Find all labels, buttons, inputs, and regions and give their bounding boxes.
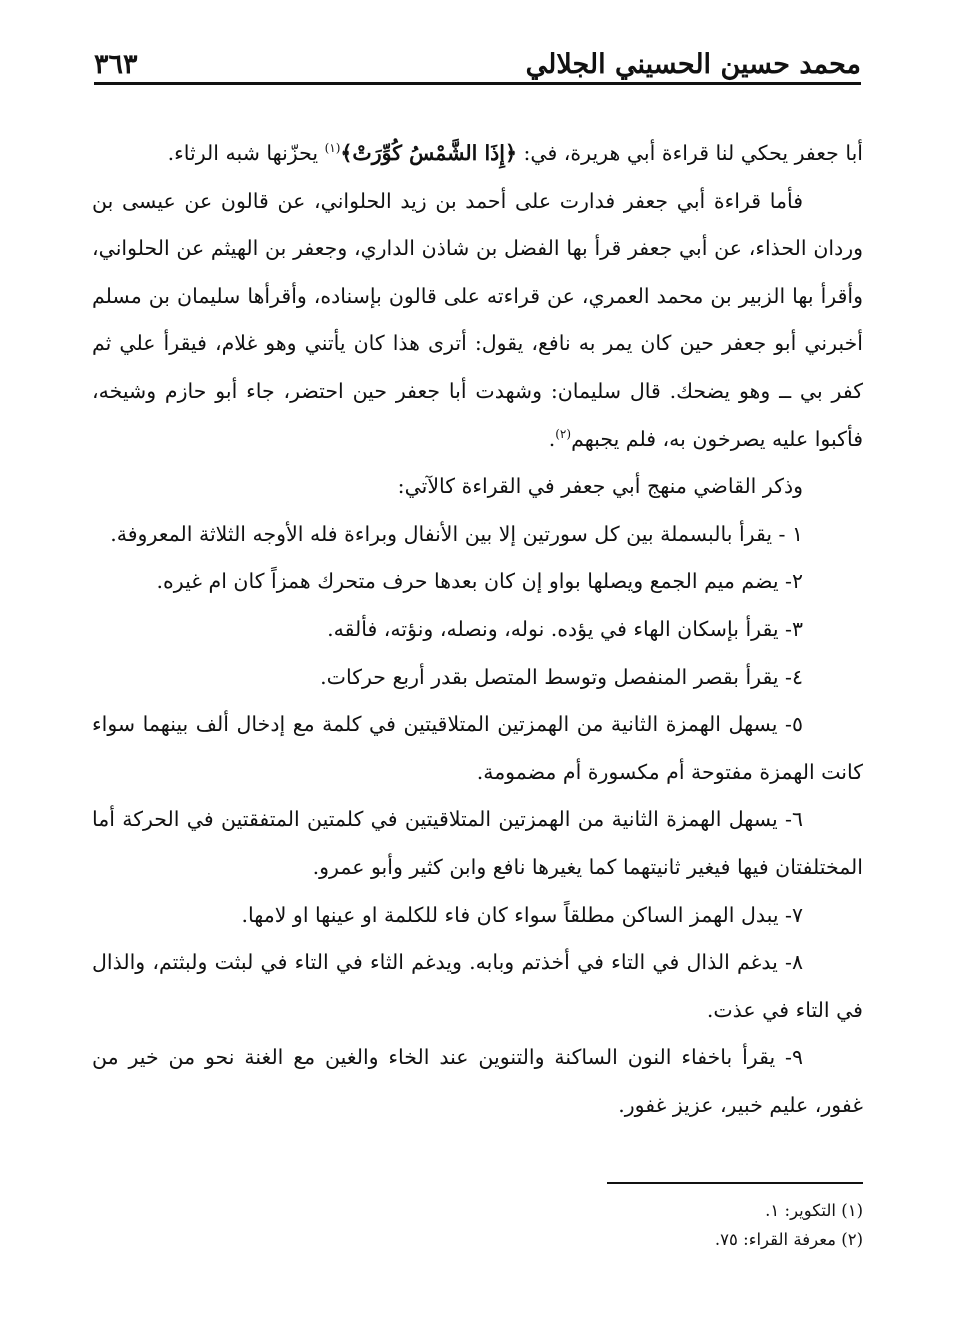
quran-verse: ﴿إِذَا الشَّمْسُ كُوِّرَتْ﴾ [340,141,517,165]
list-item: ٩- يقرأ باخفاء النون الساكنة والتنوين عند الخاء والغين مع الغنة نحو من خير من غفور، عليم خبير، عزيز غفور. [92,1045,863,1117]
list-item: ٨- يدغم الذال في التاء في أخذتم وبابه. ويدغم الثاء في التاء في لبثت ولبثتم، والذال في التاء في عذت. [92,950,863,1022]
paragraph-2-end: . [548,426,556,451]
list-item: ١ - يقرأ بالبسملة بين كل سورتين إلا بين الأنفال وبراءة فله الأوجه الثلاثة المعروفة. [110,521,803,546]
paragraph-3: وذكر القاضي منهج أبي جعفر في القراءة كالآتي: [397,474,803,499]
running-title: محمد حسين الحسيني الجلالي [525,49,861,80]
footnote-ref-1[interactable]: (١) [324,141,341,156]
list-item: ٦- يسهل الهمزة الثانية من الهمزتين المتلاقيتين في كلمتين المتفقتين في الحركة أما المختلفتان فيها فيغير ثانيتهما كما يغيرها نافع وابن كثير وأبو عمرو. [92,807,863,879]
paragraph-2-text: فأما قراءة أبي جعفر فدارت على أحمد بن زيد الحلواني، عن قالون عن عيسى بن وردان الحذاء، عن أبي جعفر قرأ بها الفضل بن شاذن الداري، وجعفر بن الهيثم عن الحلواني، وأقرأ بها الزبير بن محمد العمري، عن قراءته على قالون بإسناده، وأقرأها سليمان بن مسلم أخبرني أبو جعفر حين كان يمر به نافع، يقول: أترى هذا كان يأتني وهو غلام، فيقرأ علي ثم كفر بي ــ وهو يضحك. قال سليمان: وشهدت أبا جعفر حين احتضر، جاء أبو حازم وشيخه، فأكبوا عليه يصرخون به، فلم يجبهم [92,188,863,451]
paragraph-1-text: أبا جعفر يحكي لنا قراءة أبي هريرة، في: [516,141,863,165]
list-item: ٣- يقرأ بإسكان الهاء في يؤده. نوله، ونصله، ونؤته، فألقه. [327,616,803,641]
list-item: ٢- يضم ميم الجمع ويصلها بواو إن كان بعدها حرف متحرك همزاً كان ام غيره. [156,569,803,594]
body-text [92,130,863,1129]
footnote-divider [607,1182,863,1184]
footnote-ref-2[interactable]: (٢) [555,426,572,441]
page-header [94,28,861,85]
list-item: ٥- يسهل الهمزة الثانية من الهمزتين المتلاقيتين في كلمة مع إدخال ألف بينهما سواء كانت الهمزة مفتوحة أم مكسورة أم مضمومة. [92,712,863,784]
paragraph-1 [92,130,863,178]
paragraph-2 [92,178,863,464]
paragraph-1-text-end: يحزّنها شبه الرثاء. [167,141,325,165]
page-number: ٣٦٣ [94,49,138,80]
footnote-2: (٢) معرفة القراء: ٧٥. [714,1230,863,1249]
footnotes [92,1196,863,1254]
list-item: ٧- يبدل الهمز الساكن مطلقاً سواء كان فاء للكلمة او عينها او لامها. [241,902,803,927]
list-item: ٤- يقرأ بقصر المنفصل وتوسط المتصل بقدر أربع حركات. [320,664,803,689]
footnote-1: (١) التكوير: ١. [765,1201,863,1220]
